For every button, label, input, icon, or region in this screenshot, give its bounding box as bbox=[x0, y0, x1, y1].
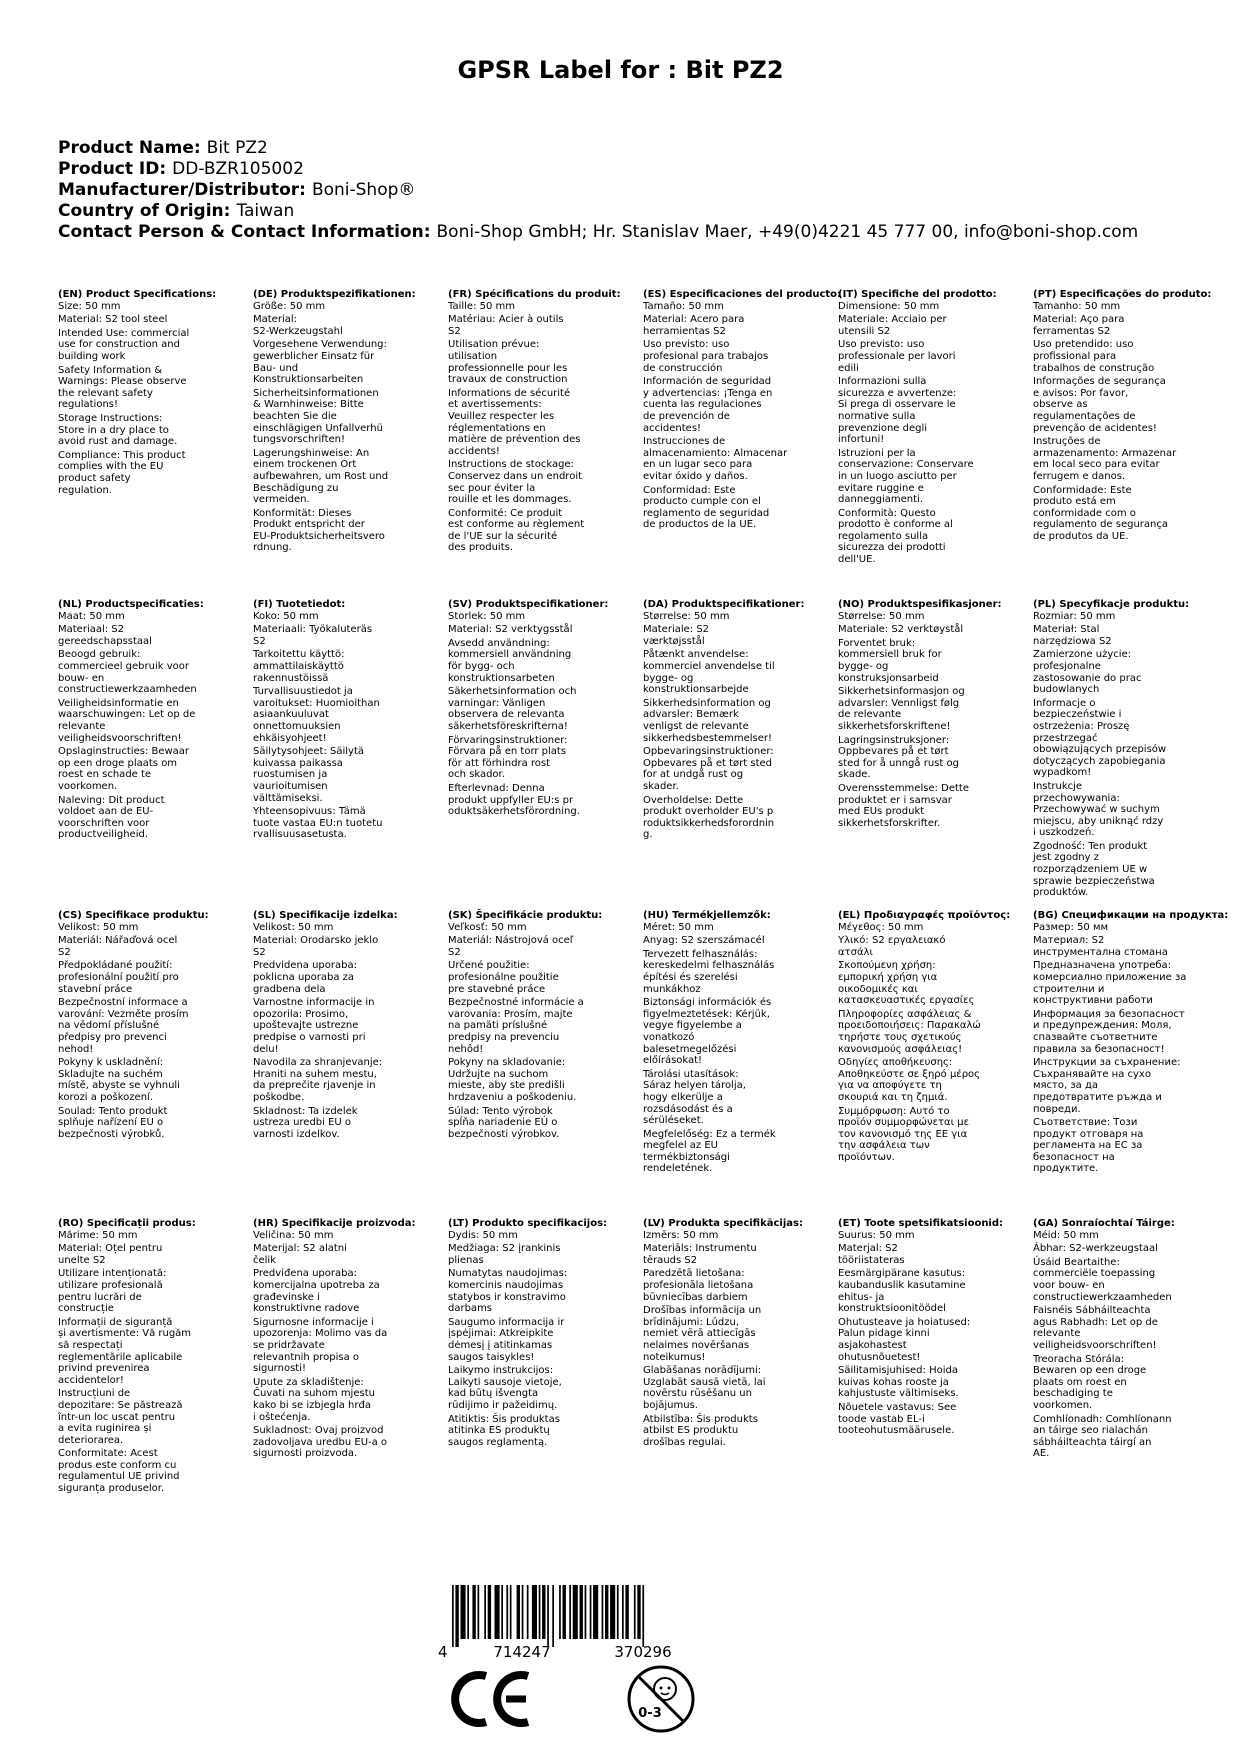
barcode-bar bbox=[605, 1585, 608, 1639]
barcode-bars bbox=[452, 1585, 644, 1647]
spec-heading: (NO) Produktspesifikasjoner: bbox=[838, 599, 1002, 610]
spec-block bbox=[838, 910, 1028, 1165]
barcode-bar bbox=[569, 1585, 571, 1639]
manufacturer-label: Manufacturer/Distributor: bbox=[58, 180, 306, 200]
spec-item: Säkerhetsinformation och varningar: Vänligen observera de relevanta säkerhetsföreskrifterna! bbox=[448, 686, 577, 732]
spec-item: Размер: 50 мм bbox=[1033, 921, 1109, 933]
spec-item: Efterlevnad: Denna produkt uppfyller EU:s pr oduktsäkerhetsförordning. bbox=[448, 782, 580, 818]
spec-item: Uso previsto: uso professionale per lavori edili bbox=[838, 339, 956, 374]
spec-heading: (PL) Specyfikacje produktu: bbox=[1033, 599, 1190, 610]
spec-item: Σκοπούμενη χρήση: εμπορική χρήση για οικοδομικές και κατασκευαστικές εργασίες bbox=[838, 960, 975, 1007]
spec-item: Súlad: Tento výrobok spĺňa nariadenie EÚ o bezpečnosti výrobkov. bbox=[448, 1105, 560, 1140]
spec-item: Sukladnost: Ovaj proizvod zadovoljava uredbu EU-a o sigurnosti proizvoda. bbox=[253, 1425, 388, 1460]
spec-item: Vorgesehene Verwendung: gewerblicher Einsatz für Bau- und Konstruktionsarbeiten bbox=[253, 339, 387, 386]
barcode-middle-digits: 714247 bbox=[493, 1643, 551, 1660]
ce-mark-icon bbox=[450, 1668, 534, 1730]
spec-item: Turvallisuustiedot ja varoitukset: Huomioithan asiaankuuluvat onnettomuuksien ehkäisyohjeet! bbox=[253, 686, 380, 744]
barcode-bar bbox=[478, 1585, 480, 1639]
spec-item: Opslaginstructies: Bewaar op een droge plaats om roest en schade te voorkomen. bbox=[58, 746, 190, 792]
spec-heading: (LV) Produkta specifikācijas: bbox=[643, 1218, 803, 1229]
spec-item: Instruções de armazenamento: Armazenar em local seco para evitar ferrugem e danos. bbox=[1033, 436, 1177, 482]
spec-block bbox=[1033, 1218, 1223, 1462]
spec-item: Tarkoitettu käyttö: ammattilaiskäyttö rakennustöissä bbox=[253, 649, 345, 684]
spec-item: Compliance: This product complies with the EU product safety regulation. bbox=[58, 449, 186, 496]
country-label: Country of Origin: bbox=[58, 201, 231, 221]
spec-item: Informații de siguranță și avertismente: Vă rugăm să respectați reglementările aplicabile privind prevenirea accidentelor! bbox=[58, 1316, 192, 1386]
spec-item: Sigurnosne informacije i upozorenja: Molimo vas da se pridržavate relevantnih propisa o sigurnosti! bbox=[253, 1316, 388, 1375]
spec-item: Påtænkt anvendelse: kommerciel anvendelse til bygge- og konstruktionsarbejde bbox=[643, 649, 775, 696]
spec-item: Suurus: 50 mm bbox=[838, 1229, 915, 1241]
barcode-bar bbox=[634, 1585, 636, 1639]
spec-heading: (NL) Productspecificaties: bbox=[58, 599, 204, 610]
barcode-bar bbox=[602, 1585, 604, 1639]
spec-item: Förvaringsinstruktioner: Förvara på en torr plats för att förhindra rost och skador. bbox=[448, 734, 568, 781]
spec-item: Atbilstība: Šis produkts atbilst ES produktu drošības regulai. bbox=[643, 1413, 758, 1448]
spec-item: Materijal: S2 alatni čelik bbox=[253, 1243, 347, 1266]
barcode-bar bbox=[455, 1585, 458, 1647]
spec-item: Conformità: Questo prodotto è conforme al regolamento sulla sicurezza dei prodotti dell'UE. bbox=[838, 507, 953, 566]
spec-heading: (ES) Especificaciones del producto: bbox=[643, 289, 842, 300]
barcode-bar bbox=[637, 1585, 640, 1639]
spec-block bbox=[253, 599, 443, 843]
spec-block bbox=[643, 599, 833, 843]
spec-item: Úsáid Beartaithe: commerciële toepassing voor bouw- en constructiewerkzaamheden bbox=[1033, 1256, 1172, 1303]
spec-block bbox=[1033, 289, 1223, 544]
spec-item: Materiál: Nástrojová oceľ S2 bbox=[448, 935, 574, 958]
spec-item: Informations de sécurité et avertissements: Veuillez respecter les réglementations en matière de prévention des accidents! bbox=[448, 387, 581, 457]
spec-item: Säilitamisjuhised: Hoida kuivas kohas rooste ja kahjustuste vältimiseks. bbox=[838, 1365, 959, 1400]
spec-item: Sikkerhedsinformation og advarsler: Bemærk venligst de relevante sikkerhedsbestemmelser! bbox=[643, 697, 773, 744]
spec-item: Materiał: Stal narzędziowa S2 bbox=[1033, 624, 1112, 647]
product-id-value: DD-BZR105002 bbox=[172, 159, 304, 179]
spec-heading: (PT) Especificações do produto: bbox=[1033, 289, 1212, 300]
spec-item: Conformidad: Este producto cumple con el reglamento de seguridad de productos de la UE. bbox=[643, 484, 770, 531]
spec-item: Taille: 50 mm bbox=[448, 300, 516, 312]
spec-block bbox=[838, 289, 1028, 568]
spec-item: Nõuetele vastavus: See toode vastab EL-i tooteohutusmäärusele. bbox=[838, 1401, 957, 1437]
barcode-bar bbox=[506, 1585, 508, 1639]
spec-item: Eesmärgipärane kasutus: kaubanduslik kasutamine ehitus- ja konstruktsioonitöödel bbox=[838, 1268, 966, 1315]
spec-item: Conformidade: Este produto está em conformidade com o regulamento de segurança de produtos da UE. bbox=[1033, 484, 1169, 542]
spec-item: Treoracha Stórála: Bewaren op een droge plaats om roest en beschadiging te voorkomen. bbox=[1033, 1353, 1147, 1411]
spec-block bbox=[448, 289, 638, 556]
spec-item: Materiál: Nářaďová ocel S2 bbox=[58, 935, 178, 958]
spec-item: Информация за безопасност и предупреждения: Моля, спазвайте съответните правила за безопасност! bbox=[1033, 1008, 1185, 1055]
spec-item: Tamanho: 50 mm bbox=[1033, 300, 1121, 312]
spec-heading: (CS) Specifikace produktu: bbox=[58, 910, 209, 921]
spec-item: Utilisation prévue: utilisation professionnelle pour les travaux de construction bbox=[448, 339, 568, 386]
product-info bbox=[58, 138, 1138, 243]
spec-item: Uso previsto: uso profesional para trabajos de construcción bbox=[643, 339, 769, 374]
spec-item: Maat: 50 mm bbox=[58, 610, 125, 622]
barcode-bar bbox=[527, 1585, 529, 1639]
barcode-bar bbox=[642, 1585, 644, 1647]
product-name-label: Product Name: bbox=[58, 138, 201, 158]
spec-item: Méret: 50 mm bbox=[643, 921, 714, 933]
barcode-bar bbox=[573, 1585, 578, 1639]
spec-heading: (DE) Produktspezifikationen: bbox=[253, 289, 416, 300]
spec-item: Predvidena uporaba: poklicna uporaba za gradbena dela bbox=[253, 960, 357, 995]
page-title: GPSR Label for : Bit PZ2 bbox=[457, 56, 784, 84]
spec-item: Tárolási utasítások: Sáraz helyen tárolja, hogy elkerülje a rozsdásodást és a sérüléseket. bbox=[643, 1068, 746, 1127]
spec-item: Материал: S2 инструментална стомана bbox=[1033, 935, 1168, 958]
barcode-bar bbox=[501, 1585, 503, 1639]
spec-item: Предназначена употреба: комерсиално приложение за строителни и конструктивни работи bbox=[1033, 960, 1187, 1007]
spec-item: Intended Use: commercial use for construction and building work bbox=[58, 327, 190, 362]
barcode-bar bbox=[495, 1585, 500, 1639]
spec-item: Biztonsági információk és figyelmeztetések: Kérjük, vegye figyelembe a vonatkozó balesetmegelőzési előírásokat! bbox=[643, 997, 772, 1067]
barcode-bar bbox=[517, 1585, 520, 1639]
spec-item: Zamierzone użycie: profesjonalne zastosowanie do prac budowlanych bbox=[1033, 649, 1142, 696]
spec-item: Información de seguridad y advertencias: ¡Tenga en cuenta las regulaciones de prevención de accidentes! bbox=[643, 376, 773, 434]
spec-item: Istruzioni per la conservazione: Conservare in un luogo asciutto per evitare ruggine e danneggiamenti. bbox=[838, 447, 974, 506]
barcode-bar bbox=[622, 1585, 624, 1639]
country-row bbox=[58, 201, 1138, 222]
barcode-bar bbox=[547, 1585, 549, 1647]
spec-item: Størrelse: 50 mm bbox=[643, 610, 730, 622]
spec-item: Utilizare intenționată: utilizare profesională pentru lucrări de construcție bbox=[58, 1268, 167, 1315]
spec-item: Matériau: Acier à outils S2 bbox=[448, 314, 564, 337]
spec-item: Μέγεθος: 50 mm bbox=[838, 921, 924, 933]
spec-item: Paredzētā lietošana: profesionāla lietošana būvniecības darbiem bbox=[643, 1268, 754, 1303]
barcode-bar bbox=[522, 1585, 524, 1639]
spec-block bbox=[448, 599, 638, 820]
spec-item: Skladnost: Ta izdelek ustreza uredbi EU o varnosti izdelkov. bbox=[253, 1105, 358, 1140]
spec-heading: (BG) Спецификации на продукта: bbox=[1033, 910, 1229, 921]
spec-item: Material: S2 verktygsstål bbox=[448, 624, 573, 636]
spec-item: Säilytysohjeet: Säilytä kuivassa paikassa ruostumisen ja vaurioitumisen välttämiseksi. bbox=[253, 746, 365, 804]
spec-block bbox=[253, 910, 443, 1142]
barcode-bar bbox=[552, 1585, 554, 1647]
spec-block bbox=[58, 1218, 248, 1497]
spec-heading: (IT) Specifiche del prodotto: bbox=[838, 289, 997, 300]
spec-item: Materiale: Acciaio per utensili S2 bbox=[838, 314, 947, 337]
spec-item: Υλικό: S2 εργαλειακό ατσάλι bbox=[838, 935, 946, 958]
barcode-first-digit: 4 bbox=[438, 1643, 448, 1660]
spec-item: Konformität: Dieses Produkt entspricht der EU-Produktsicherheitsvero rdnung. bbox=[253, 507, 385, 554]
spec-item: Material: S2-Werkzeugstahl bbox=[253, 314, 343, 337]
product-id-row bbox=[58, 159, 1138, 180]
spec-item: Sicherheitsinformationen & Warnhinweise: Bitte beachten Sie die einschlägigen Unfallverhü tungsvorschriften! bbox=[253, 387, 383, 446]
spec-block bbox=[643, 910, 833, 1177]
spec-item: Tervezett felhasználás: kereskedelmi felhasználás építési és szerelési munkákhoz bbox=[643, 948, 775, 995]
spec-item: Safety Information & Warnings: Please observe the relevant safety regulations! bbox=[58, 364, 187, 411]
spec-item: Určené použitie: profesionálne použitie pre stavebné práce bbox=[448, 960, 559, 995]
spec-item: Soulad: Tento produkt splňuje nařízení EU o bezpečnosti výrobků. bbox=[58, 1105, 168, 1140]
barcode-bar bbox=[617, 1585, 619, 1639]
spec-item: Atitiktis: Šis produktas atitinka ES produktų saugos reglamentą. bbox=[448, 1413, 560, 1448]
spec-item: Material: Aço para ferramentas S2 bbox=[1033, 314, 1125, 337]
spec-block bbox=[448, 910, 638, 1142]
spec-block bbox=[58, 599, 248, 843]
spec-item: Materiale: S2 værktøjsstål bbox=[643, 624, 710, 647]
spec-item: Sikkerhetsinformasjon og advarsler: Vennligst følg de relevante sikkerhetsforskriftene! bbox=[838, 686, 965, 732]
spec-block bbox=[643, 289, 842, 533]
barcode-bar bbox=[472, 1585, 475, 1639]
spec-item: Předpokládané použití: profesionální použití pro stavební práce bbox=[58, 960, 179, 995]
spec-item: Predviđena uporaba: komercijalna upotreba za građevinske i konstruktivne radove bbox=[253, 1268, 380, 1315]
spec-block bbox=[253, 1218, 443, 1462]
spec-item: Tamaño: 50 mm bbox=[643, 300, 724, 312]
spec-block bbox=[58, 289, 248, 498]
spec-item: Instrucțiuni de depozitare: Se păstrează într-un loc uscat pentru a evita ruginirea și deteriorarea. bbox=[58, 1388, 183, 1446]
spec-heading: (EN) Product Specifications: bbox=[58, 289, 217, 300]
barcode-bar bbox=[563, 1585, 566, 1639]
spec-item: Dydis: 50 mm bbox=[448, 1229, 518, 1241]
spec-item: Οδηγίες αποθήκευσης: Αποθηκεύστε σε ξηρό μέρος για να αποφύγετε τη σκουριά και τη ζημιά. bbox=[838, 1057, 981, 1103]
contact-row bbox=[58, 222, 1138, 243]
barcode-bar bbox=[510, 1585, 512, 1639]
barcode-bar bbox=[452, 1585, 454, 1647]
spec-block bbox=[1033, 910, 1229, 1177]
spec-item: Materjal: S2 tööriistateras bbox=[838, 1243, 905, 1266]
spec-item: Méid: 50 mm bbox=[1033, 1229, 1099, 1241]
spec-item: Pokyny k uskladnění: Skladujte na suchém místě, abyste se vyhnuli korozi a poškození. bbox=[58, 1057, 180, 1103]
spec-heading: (RO) Specificații produs: bbox=[58, 1218, 196, 1229]
spec-item: Uso pretendido: uso profissional para trabalhos de construção bbox=[1033, 339, 1155, 374]
manufacturer-value: Boni-Shop® bbox=[311, 180, 416, 200]
contact-label: Contact Person & Contact Information: bbox=[58, 222, 431, 242]
spec-block bbox=[58, 910, 248, 1142]
spec-item: Opbevaringsinstruktioner: Opbevares på et tørt sted for at undgå rust og skader. bbox=[643, 746, 774, 792]
spec-item: Mărime: 50 mm bbox=[58, 1229, 138, 1241]
barcode-bar bbox=[484, 1585, 486, 1639]
spec-item: Glabāšanas norādījumi: Uzglabāt sausā vietā, lai novērstu rūsēšanu un bojājumus. bbox=[643, 1365, 766, 1411]
spec-item: Pokyny na skladovanie: Udržujte na suchom mieste, aby ste predišli hrdzaveniu a poškodeniu. bbox=[448, 1057, 577, 1103]
spec-item: Megfelelőség: Ez a termék megfelel az EU termékbiztonsági rendeletének. bbox=[643, 1128, 776, 1175]
barcode-last-digits: 370296 bbox=[614, 1643, 672, 1660]
spec-item: Material: Oțel pentru unelte S2 bbox=[58, 1243, 163, 1266]
spec-heading: (SL) Specifikacije izdelka: bbox=[253, 910, 398, 921]
spec-item: Izmērs: 50 mm bbox=[643, 1229, 719, 1241]
product-id-label: Product ID: bbox=[58, 159, 167, 179]
spec-item: Naleving: Dit product voldoet aan de EU- voorschriften voor productveiligheid. bbox=[58, 794, 165, 841]
spec-heading: (EL) Προδιαγραφές προϊόντος: bbox=[838, 910, 1011, 921]
spec-item: Инструкции за съхранение: Съхранявайте на сухо място, за да предотвратите ръжда и повреди. bbox=[1033, 1057, 1181, 1115]
spec-item: Dimensione: 50 mm bbox=[838, 300, 940, 312]
spec-item: Materiaal: S2 gereedschapsstaal bbox=[58, 624, 152, 647]
spec-item: Faisnéis Sábháilteachta agus Rabhadh: Let op de relevante veiligheidsvoorschriften! bbox=[1033, 1305, 1158, 1351]
barcode-bar bbox=[593, 1585, 598, 1639]
barcode-bar bbox=[539, 1585, 541, 1639]
spec-item: Varnostne informacije in opozorila: Prosimo, upoštevajte ustrezne predpise o varnosti pri delu! bbox=[253, 997, 375, 1055]
age-warning-icon bbox=[625, 1663, 697, 1735]
barcode-bar bbox=[542, 1585, 545, 1639]
manufacturer-row bbox=[58, 180, 1138, 201]
spec-item: Storlek: 50 mm bbox=[448, 610, 526, 622]
barcode-bar bbox=[467, 1585, 469, 1639]
spec-heading: (HU) Termékjellemzők: bbox=[643, 910, 771, 921]
spec-item: Veľkosť: 50 mm bbox=[448, 921, 527, 933]
spec-item: Ohutusteave ja hoiatused: Palun pidage kinni asjakohastest ohutusnõuetest! bbox=[838, 1316, 971, 1363]
spec-item: Material: Orodarsko jeklo S2 bbox=[253, 935, 379, 958]
spec-item: Laikymo instrukcijos: Laikyti sausoje vietoje, kad būtų išvengta rūdijimo ir pažeidimų. bbox=[448, 1365, 562, 1411]
spec-item: Instrukcje przechowywania: Przechowywać w suchym miejscu, aby uniknąć rdzy i uszkodzeń. bbox=[1033, 780, 1164, 839]
spec-block bbox=[253, 289, 443, 556]
spec-item: Numatytas naudojimas: komercinis naudojimas statybos ir konstravimo darbams bbox=[448, 1268, 568, 1315]
spec-item: Größe: 50 mm bbox=[253, 300, 326, 312]
spec-item: Zgodność: Ten produkt jest zgodny z rozporządzeniem UE w sprawie bezpieczeństwa produktów. bbox=[1033, 840, 1155, 899]
spec-item: Instructions de stockage: Conservez dans un endroit sec pour éviter la rouille et les dommages. bbox=[448, 459, 583, 506]
spec-item: Συμμόρφωση: Αυτό το προϊόν συμμορφώνεται με τον κανονισμό της ΕΕ για την ασφάλεια των προϊόντων. bbox=[838, 1105, 969, 1163]
spec-item: Velikost: 50 mm bbox=[253, 921, 334, 933]
spec-item: Storage Instructions: Store in a dry place to avoid rust and damage. bbox=[58, 412, 178, 448]
spec-item: Lagringsinstruksjoner: Oppbevares på et tørt sted for å unngå rust og skade. bbox=[838, 734, 959, 781]
spec-item: Yhteensopivuus: Tämä tuote vastaa EU:n tuotetu rvallisuusasetusta. bbox=[253, 806, 383, 841]
spec-item: Rozmiar: 50 mm bbox=[1033, 610, 1116, 622]
spec-item: Saugumo informacija ir įspėjimai: Atkreipkite dėmesį į atitinkamas saugos taisykles! bbox=[448, 1316, 565, 1363]
spec-item: Material: Acero para herramientas S2 bbox=[643, 314, 745, 337]
spec-item: Informacje o bezpieczeństwie i ostrzeżenia: Proszę przestrzegać obowiązujących przepisów dotyczących zapobiegania wypadkom! bbox=[1033, 697, 1167, 779]
spec-item: Drošības informācija un brīdinājumi: Lūdzu, nemiet vērā attiecīgās nelaimes novēršanas noteikumus! bbox=[643, 1305, 762, 1363]
spec-heading: (ET) Toote spetsifikatsioonid: bbox=[838, 1218, 1004, 1229]
barcode-bar bbox=[590, 1585, 592, 1639]
spec-block bbox=[838, 599, 1028, 831]
barcode-bar bbox=[532, 1585, 537, 1639]
spec-item: Materiaali: Työkaluteräs S2 bbox=[253, 624, 373, 647]
spec-item: Comhlíonadh: Comhlíonann an táirge seo rialachán sábháilteachta táirgí an AE. bbox=[1033, 1413, 1172, 1460]
spec-item: Velikost: 50 mm bbox=[58, 921, 139, 933]
spec-item: Overensstemmelse: Dette produktet er i samsvar med EUs produkt sikkerhetsforskrifter. bbox=[838, 782, 969, 829]
spec-item: Ábhar: S2-werkzeugstaal bbox=[1033, 1243, 1158, 1255]
spec-item: Bezpečnostné informácie a varovania: Prosím, majte na pamäti príslušné predpisy na prevenciu nehôd! bbox=[448, 997, 584, 1055]
barcode-bar bbox=[488, 1585, 491, 1639]
barcode-bar bbox=[580, 1585, 583, 1639]
barcode-bar bbox=[461, 1585, 466, 1639]
spec-item: Overholdelse: Dette produkt overholder EU's p roduktsikkerhedsforordnin g. bbox=[643, 794, 775, 841]
spec-block bbox=[838, 1218, 1028, 1439]
spec-item: Materiale: S2 verktøystål bbox=[838, 624, 964, 636]
spec-heading: (FR) Spécifications du produit: bbox=[448, 289, 621, 300]
spec-heading: (GA) Sonraíochtaí Táirge: bbox=[1033, 1218, 1175, 1229]
spec-heading: (FI) Tuotetiedot: bbox=[253, 599, 346, 610]
spec-item: Informações de segurança e avisos: Por favor, observe as regulamentações de prevenção de acidentes! bbox=[1033, 376, 1166, 434]
barcode bbox=[432, 1585, 724, 1660]
spec-item: Съответствие: Този продукт отговаря на регламента на ЕС за безопасност на продуктите. bbox=[1033, 1117, 1144, 1175]
spec-item: Conformitate: Acest produs este conform cu regulamentul UE privind siguranța produselor. bbox=[58, 1448, 180, 1495]
spec-item: Størrelse: 50 mm bbox=[838, 610, 925, 622]
spec-item: Conformité: Ce produit est conforme au règlement de l'UE sur la sécurité des produits. bbox=[448, 507, 585, 554]
spec-item: Koko: 50 mm bbox=[253, 610, 319, 622]
spec-item: Πληροφορίες ασφάλειας & προειδοποιήσεις: Παρακαλώ τηρήστε τους σχετικούς κανονισμούς ασφάλειας! bbox=[838, 1008, 981, 1055]
spec-item: Instrucciones de almacenamiento: Almacenar en un lugar seco para evitar óxido y daños. bbox=[643, 436, 788, 482]
contact-value: Boni-Shop GmbH; Hr. Stanislav Maer, +49(0)4221 45 777 00, info@boni-shop.com bbox=[436, 222, 1139, 242]
spec-heading: (LT) Produkto specifikacijos: bbox=[448, 1218, 608, 1229]
spec-item: Material: S2 tool steel bbox=[58, 314, 168, 326]
spec-item: Beoogd gebruik: commercieel gebruik voor bouw- en constructiewerkzaamheden bbox=[58, 649, 197, 696]
spec-item: Size: 50 mm bbox=[58, 300, 121, 312]
spec-item: Informazioni sulla sicurezza e avvertenze: Si prega di osservare le normative sulla prevenzione degli infortuni! bbox=[838, 376, 957, 446]
spec-item: Bezpečnostní informace a varování: Vezměte prosím na vědomí příslušné předpisy pro prevenci nehod! bbox=[58, 997, 189, 1055]
spec-item: Anyag: S2 szerszámacél bbox=[643, 935, 765, 947]
spec-block bbox=[448, 1218, 638, 1450]
spec-item: Avsedd användning: kommersiell användning för bygg- och konstruktionsarbeten bbox=[448, 637, 572, 684]
spec-heading: (SK) Špecifikácie produktu: bbox=[448, 910, 603, 921]
country-value: Taiwan bbox=[236, 201, 295, 221]
spec-item: Forventet bruk: kommersiell bruk for bygge- og konstruksjonsarbeid bbox=[838, 637, 942, 684]
product-name-row bbox=[58, 138, 1138, 159]
spec-item: Veličina: 50 mm bbox=[253, 1229, 334, 1241]
spec-block bbox=[643, 1218, 833, 1450]
age-warning-label: 0-3 bbox=[638, 1706, 662, 1721]
barcode-bar bbox=[625, 1585, 628, 1639]
barcode-bar bbox=[610, 1585, 615, 1639]
spec-heading: (SV) Produktspecifikationer: bbox=[448, 599, 609, 610]
spec-item: Veiligheidsinformatie en waarschuwingen: Let op de relevante veiligheidsvoorschriften! bbox=[58, 697, 196, 744]
spec-item: Medžiaga: S2 įrankinis plienas bbox=[448, 1243, 561, 1266]
barcode-bar bbox=[559, 1585, 561, 1639]
spec-item: Lagerungshinweise: An einem trockenen Ort aufbewahren, um Rost und Beschädigung zu vermeiden. bbox=[253, 447, 389, 506]
spec-item: Materiāls: Instrumentu tērauds S2 bbox=[643, 1243, 757, 1266]
product-name-value: Bit PZ2 bbox=[206, 138, 268, 158]
spec-block bbox=[1033, 599, 1223, 901]
spec-item: Navodila za shranjevanje: Hraniti na suhem mestu, da preprečite rjavenje in poškodbe. bbox=[253, 1057, 383, 1103]
spec-item: Upute za skladištenje: Čuvati na suhom mjestu kako bi se izbjegla hrđa i oštećenja. bbox=[253, 1376, 375, 1423]
spec-heading: (HR) Specifikacije proizvoda: bbox=[253, 1218, 416, 1229]
spec-heading: (DA) Produktspecifikationer: bbox=[643, 599, 805, 610]
barcode-bar bbox=[585, 1585, 587, 1639]
